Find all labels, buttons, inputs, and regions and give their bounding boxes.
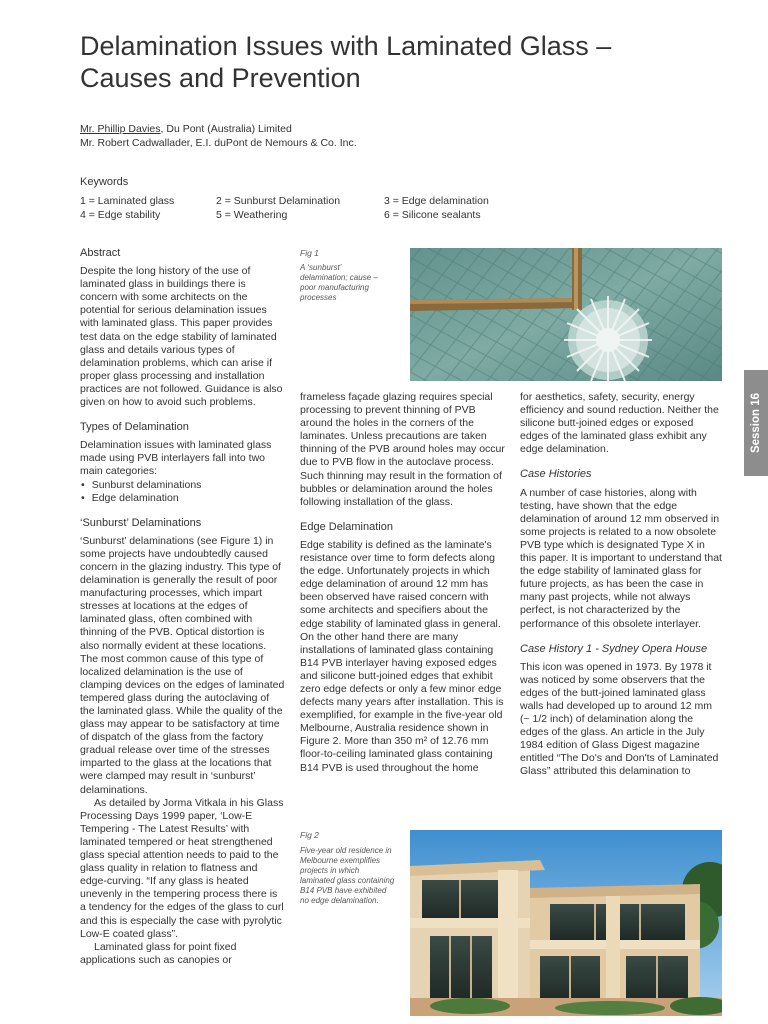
- session-tab: [744, 370, 768, 476]
- fig2-caption: Five-year old residence in Melbourne exemplifies projects in which laminated glass containing B14 PVB have exhibited no edge delamination.: [300, 846, 395, 905]
- residence-photo: [410, 830, 722, 1016]
- author-1-name: Mr. Phillip Davies: [80, 123, 161, 135]
- keyword-item: 4 = Edge stability: [80, 208, 161, 221]
- case-history-1-text: This icon was opened in 1973. By 1978 it was noticed by some observers that the edges of the butt-joined laminated glass walls had developed up to around 12 mm (~ 1/2 inch) of delamination along the edges of the glass. An article in the July 1984 edition of Glass Digest magazine entitled “The Do's and Don'ts of Laminated Glass” attributed this delamination to: [520, 660, 719, 778]
- case-histories-text: A number of case histories, along with testing, have shown that the edge delamination of around 12 mm observed in some projects is related to a now obsolete PVB type which is designated Type X in this paper. It is important to understand that the edge stability of laminated glass for future projects, as has been the case in many past projects, while not always perfect, is not characterized by the performance of this obsolete interlayer.: [520, 486, 722, 630]
- fig2-label: Fig 2: [300, 830, 319, 840]
- fig1-image: [410, 248, 722, 381]
- author-1: [80, 123, 357, 137]
- column-right: [520, 391, 724, 779]
- edge-delamination-heading: Edge Delamination: [300, 520, 393, 533]
- keyword-item: 3 = Edge delamination: [384, 195, 489, 207]
- keyword-item: 6 = Silicone sealants: [384, 208, 481, 221]
- abstract-heading: Abstract: [80, 247, 121, 259]
- types-list: [80, 479, 285, 505]
- fig2-image: [410, 830, 722, 1016]
- keywords-heading: Keywords: [80, 176, 129, 188]
- keyword-item: 2 = Sunburst Delamination: [216, 195, 341, 207]
- types-heading: Types of Delamination: [80, 421, 189, 434]
- keywords-grid: [80, 195, 520, 225]
- author-1-affiliation: , Du Pont (Australia) Limited: [160, 123, 292, 135]
- case-histories-heading: Case Histories: [520, 468, 592, 481]
- session-tab-label: Session 16: [750, 392, 762, 454]
- edge-delamination-text: Edge stability is defined as the laminate's resistance over time to form defects along the edge. Unfortunately projects in which edge delamination of around 12 mm has been observed have raised concern with some architects and specifiers about the edge stability of laminated glass in general. On the other hand there are many installations of laminated glass containing B14 PVB interlayer having exposed edges and silicone butt-joined edges that exhibit zero edge defects or only a few minor edge defects many years after installation. This is exemplified, for example in the five-year old Melbourne, Australia residence shown in Figure 2. More than 350 m² of 12.76 mm floor-to-ceiling laminated glass containing B14 PVB is used throughout the home: [300, 538, 504, 774]
- sunburst-paragraph-3: Laminated glass for point fixed applications such as canopies or: [80, 940, 237, 966]
- authors-block: [80, 123, 357, 150]
- sunburst-heading: ‘Sunburst’ Delaminations: [80, 516, 202, 529]
- sunburst-paragraph-1: ‘Sunburst’ delaminations (see Figure 1) in some projects have undoubtedly caused concern in the glazing industry. This type of delamination is generally the result of poor manufacturing processes, which impart stresses at locations at the edges of laminated glass, often combined with thinning of the PVB. Optical distortion is also normally evident at these locations. The most common cause of this type of localized delamination is the use of clamping devices on the edges of laminated tempered glass during the autoclaving of the laminated glass. While the quality of the glass may appear to be satisfactory at time of dispatch of the glass from the factory gradual release over time of the stresses imparted to the glass at the locations that were clamped may result in ‘sunburst’ delaminations.: [80, 534, 285, 796]
- column-middle: [300, 391, 505, 775]
- col2-paragraph-1: frameless façade glazing requires special processing to prevent thinning of PVB around the holes in the corners of the laminates. Unless precautions are taken thinning of the PVB around holes may occur due to PVB flow in the autoclave process. Such thinning may result in the formation of bubbles or delamination around the holes following installation of the glass.: [300, 391, 505, 508]
- title-line-1: Delamination Issues with Laminated Glass –: [80, 31, 612, 61]
- keyword-item: 5 = Weathering: [216, 208, 288, 221]
- types-text: Delamination issues with laminated glass made using PVB interlayers fall into two main categories:: [80, 439, 272, 478]
- fig1-caption: A ‘sunburst’ delamination; cause – poor manufacturing processes: [300, 263, 378, 302]
- fig1-label: Fig 1: [300, 248, 319, 258]
- list-item: • Sunburst delaminations: [80, 479, 285, 492]
- sunburst-paragraph-2: As detailed by Jorma Vitkala in his Glass Processing Days 1999 paper, ‘Low-E Tempering - The Latest Results’ with laminated tempered or heat strengthened glass special attention needs to paid to the glass quality in relation to flatness and edge-curving. “If any glass is heated unevenly in the tempering process there is a tendency for the edges of the glass to curl and this is especially the case with pyrolytic Low-E coated glass”.: [80, 796, 284, 940]
- case-history-1-heading: Case History 1 - Sydney Opera House: [520, 642, 708, 655]
- page-title: [80, 30, 700, 94]
- abstract-text: Despite the long history of the use of laminated glass in buildings there is concern with some architects on the potential for serious delamination issues with laminated glass. This paper provides test data on the edge stability of laminated glass and details various types of delamination problems, which can arise if proper glass processing and installation practices are not followed. Guidance is also given on how to avoid such problems.: [80, 265, 283, 409]
- keyword-item: 1 = Laminated glass: [80, 195, 175, 207]
- column-left: [80, 247, 285, 967]
- title-line-2: Causes and Prevention: [80, 63, 361, 93]
- col3-paragraph-1: for aesthetics, safety, security, energy efficiency and sound reduction. Neither the silicone butt-joined edges or exposed edges of the laminated glass exhibit any edge delamination.: [520, 391, 719, 456]
- list-item: • Edge delamination: [80, 492, 285, 505]
- author-2: Mr. Robert Cadwallader, E.I. duPont de Nemours & Co. Inc.: [80, 136, 357, 149]
- sunburst-photo: [410, 248, 722, 381]
